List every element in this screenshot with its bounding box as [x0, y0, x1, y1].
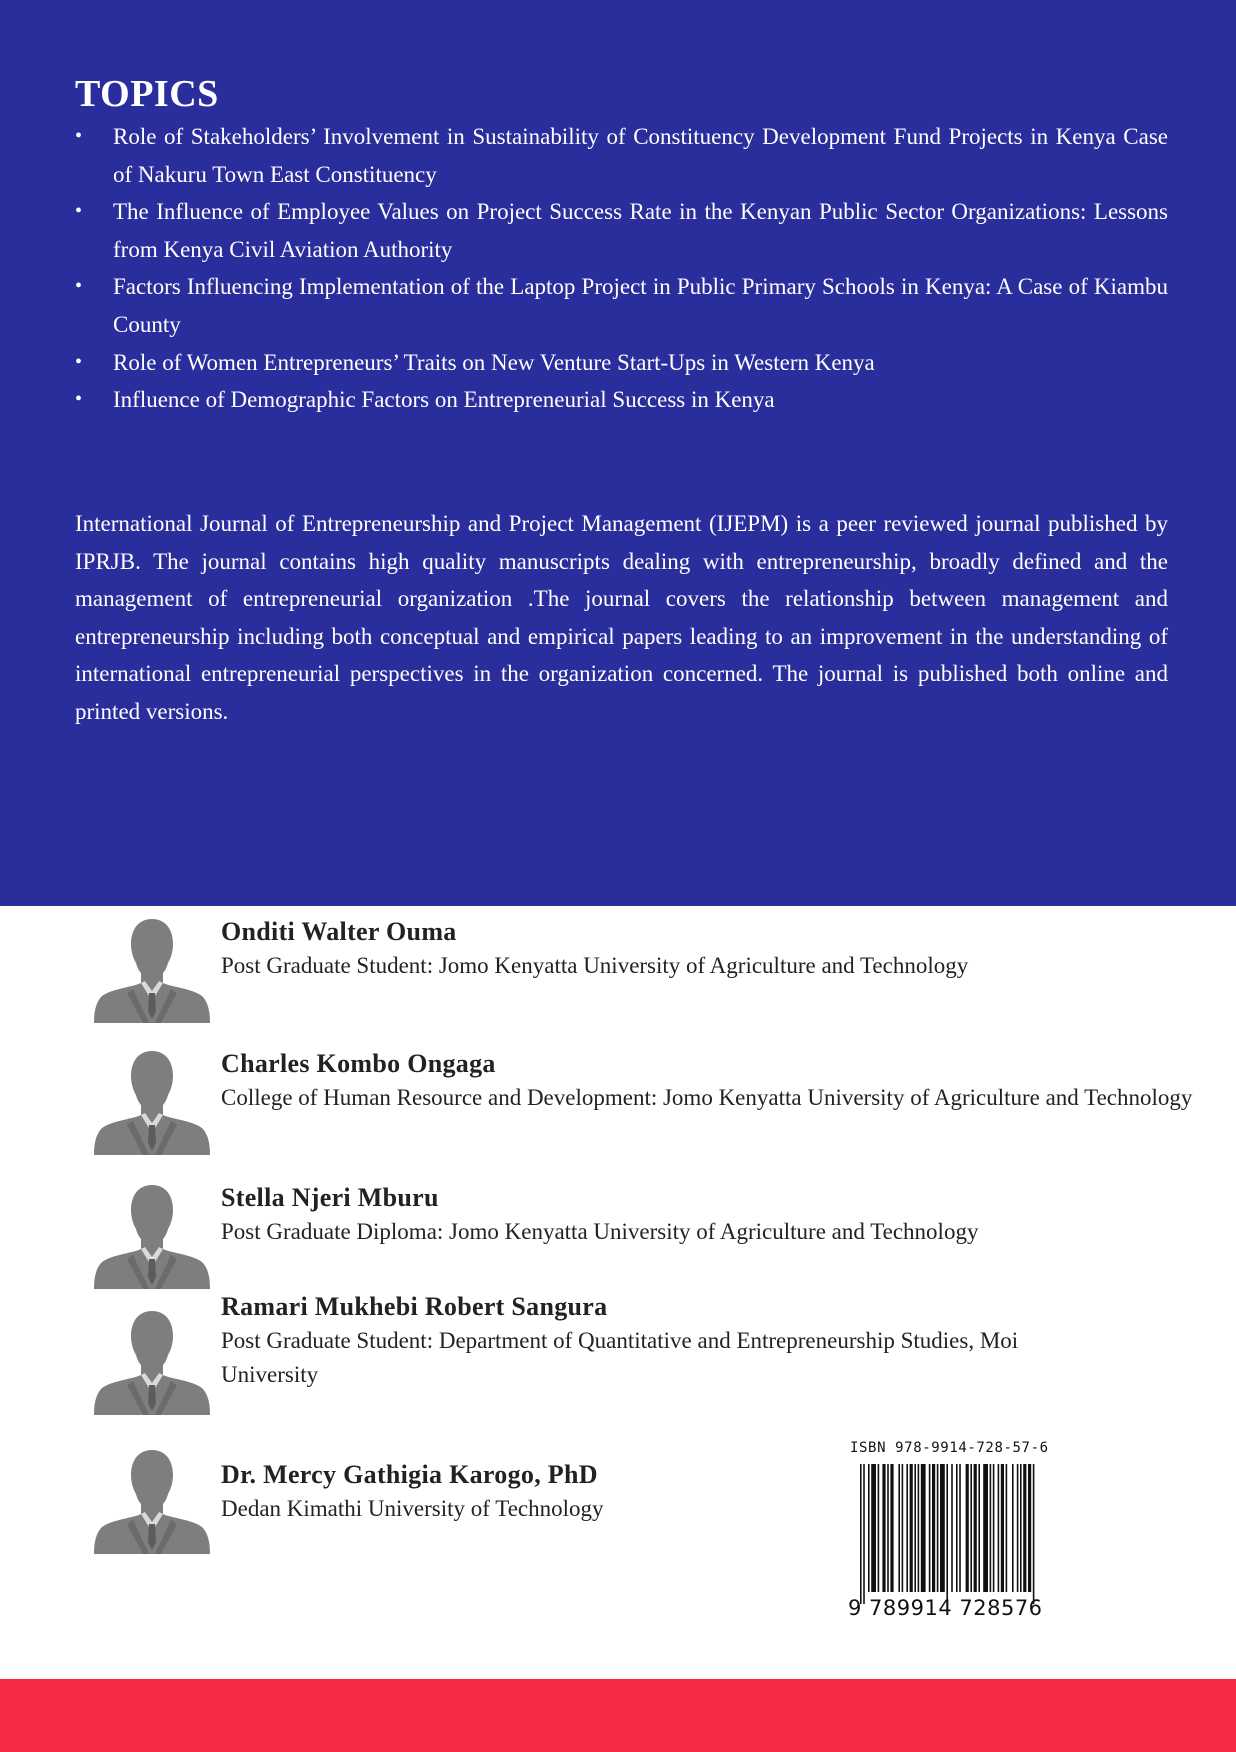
- topic-item: [75, 193, 1168, 268]
- barcode-bar: [871, 1464, 876, 1592]
- barcode-digits: 9 789914 728576: [848, 1596, 1043, 1620]
- topic-text: Role of Women Entrepreneurs’ Traits on New Venture Start-Ups in Western Kenya: [113, 349, 875, 375]
- barcode-bar: [863, 1464, 865, 1604]
- person-silhouette-icon: [93, 1047, 211, 1155]
- barcode-bar: [959, 1464, 961, 1592]
- bullet-icon: •: [75, 125, 83, 147]
- barcode-bar: [983, 1464, 988, 1592]
- barcode-bar: [990, 1464, 992, 1592]
- barcode-bar: [956, 1464, 958, 1592]
- barcode-bar: [914, 1464, 916, 1592]
- author-text: [221, 1458, 821, 1526]
- barcode-bar: [1020, 1464, 1022, 1592]
- barcode-bar: [978, 1464, 980, 1592]
- topic-text: Influence of Demographic Factors on Entrepreneurial Success in Kenya: [113, 387, 775, 413]
- topics-heading: TOPICS: [75, 73, 219, 115]
- barcode-bar: [910, 1464, 913, 1592]
- barcode-bar: [882, 1464, 885, 1592]
- barcode-bar: [940, 1464, 945, 1592]
- author-affiliation: Dedan Kimathi University of Technology: [221, 1496, 604, 1521]
- author-text: [221, 1181, 1236, 1249]
- author-affiliation: Post Graduate Student: Jomo Kenyatta University of Agriculture and Technology: [221, 953, 969, 978]
- barcode-bar: [937, 1464, 939, 1592]
- author-text: [221, 1047, 1236, 1115]
- barcode-bar: [898, 1464, 900, 1592]
- author-text: [221, 1290, 1111, 1392]
- topics-list: [75, 118, 1168, 419]
- bullet-icon: •: [75, 200, 83, 223]
- author-name: Ramari Mukhebi Robert Sangura: [221, 1292, 608, 1321]
- author-name: Onditi Walter Ouma: [221, 917, 457, 946]
- author-name: Charles Kombo Ongaga: [221, 1049, 496, 1078]
- barcode-bar: [1028, 1464, 1031, 1592]
- barcode-bar: [902, 1464, 904, 1592]
- barcode-icon: [848, 1464, 1062, 1604]
- topic-text: Role of Stakeholders’ Involvement in Sustainability of Constituency Development Fund Projects in Kenya Case of Nakuru Town East Constituency: [113, 124, 1169, 187]
- barcode-bar: [860, 1464, 862, 1604]
- barcode-bar: [1001, 1464, 1004, 1592]
- bullet-icon: •: [75, 275, 83, 298]
- isbn-label: ISBN 978-9914-728-57-6: [850, 1440, 1049, 1456]
- author-name: Dr. Mercy Gathigia Karogo, PhD: [221, 1460, 598, 1489]
- person-silhouette-icon: [93, 1307, 211, 1415]
- barcode-bar: [1033, 1464, 1035, 1604]
- topic-item: [75, 118, 1168, 193]
- barcode-bar: [998, 1464, 1000, 1592]
- barcode-bar: [929, 1464, 931, 1592]
- barcode-bar: [932, 1464, 935, 1592]
- barcode-bar: [946, 1464, 948, 1604]
- barcode-bar: [906, 1464, 908, 1592]
- author-name: Stella Njeri Mburu: [221, 1183, 439, 1212]
- topic-item: [75, 344, 1168, 382]
- barcode-bar: [868, 1464, 870, 1592]
- barcode-bar: [966, 1464, 969, 1592]
- author-text: [221, 915, 1236, 983]
- author-affiliation: Post Graduate Student: Department of Quantitative and Entrepreneurship Studies, Moi University: [221, 1328, 1019, 1387]
- barcode-bar: [1006, 1464, 1008, 1592]
- barcode-bar: [974, 1464, 977, 1592]
- barcode-bar: [951, 1464, 953, 1592]
- barcode-bar: [887, 1464, 889, 1592]
- topic-item: [75, 268, 1168, 343]
- topic-text: The Influence of Employee Values on Project Success Rate in the Kenyan Public Sector Organizations: Lessons from Kenya Civil Aviation Authority: [113, 199, 1169, 262]
- author-affiliation: College of Human Resource and Development: Jomo Kenyatta University of Agriculture and Technology: [221, 1085, 1193, 1110]
- journal-description: International Journal of Entrepreneurship and Project Management (IJEPM) is a peer reviewed journal published by IPRJB. The journal contains high quality manuscripts dealing with entrepreneurship, broadly defined and the management of entrepreneurial organization .The journal covers the relationship between management and entrepreneurship including both conceptual and empirical papers leading to an improvement in the understanding of international entrepreneurial perspectives in the organization concerned. The journal is published both online and printed versions.: [75, 511, 1168, 724]
- bullet-icon: •: [75, 388, 83, 411]
- barcode-bar: [890, 1464, 893, 1592]
- person-silhouette-icon: [93, 1181, 211, 1289]
- bullet-icon: •: [75, 350, 83, 373]
- barcode-bar: [918, 1464, 920, 1592]
- topic-text: Factors Influencing Implementation of the Laptop Project in Public Primary Schools in Kenya: A Case of Kiambu County: [113, 274, 1169, 337]
- barcode-bar: [878, 1464, 880, 1592]
- footer-band: [0, 1679, 1236, 1752]
- person-silhouette-icon: [93, 1446, 211, 1554]
- person-silhouette-icon: [93, 915, 211, 1023]
- barcode-bar: [1012, 1464, 1014, 1592]
- barcode-bar: [921, 1464, 926, 1592]
- topic-item: [75, 381, 1168, 419]
- barcode-bar: [1023, 1464, 1026, 1592]
- barcode-bar: [993, 1464, 995, 1592]
- barcode-bar: [1017, 1464, 1019, 1592]
- isbn-block: [848, 1440, 1068, 1626]
- barcode-bar: [970, 1464, 972, 1592]
- author-affiliation: Post Graduate Diploma: Jomo Kenyatta University of Agriculture and Technology: [221, 1219, 979, 1244]
